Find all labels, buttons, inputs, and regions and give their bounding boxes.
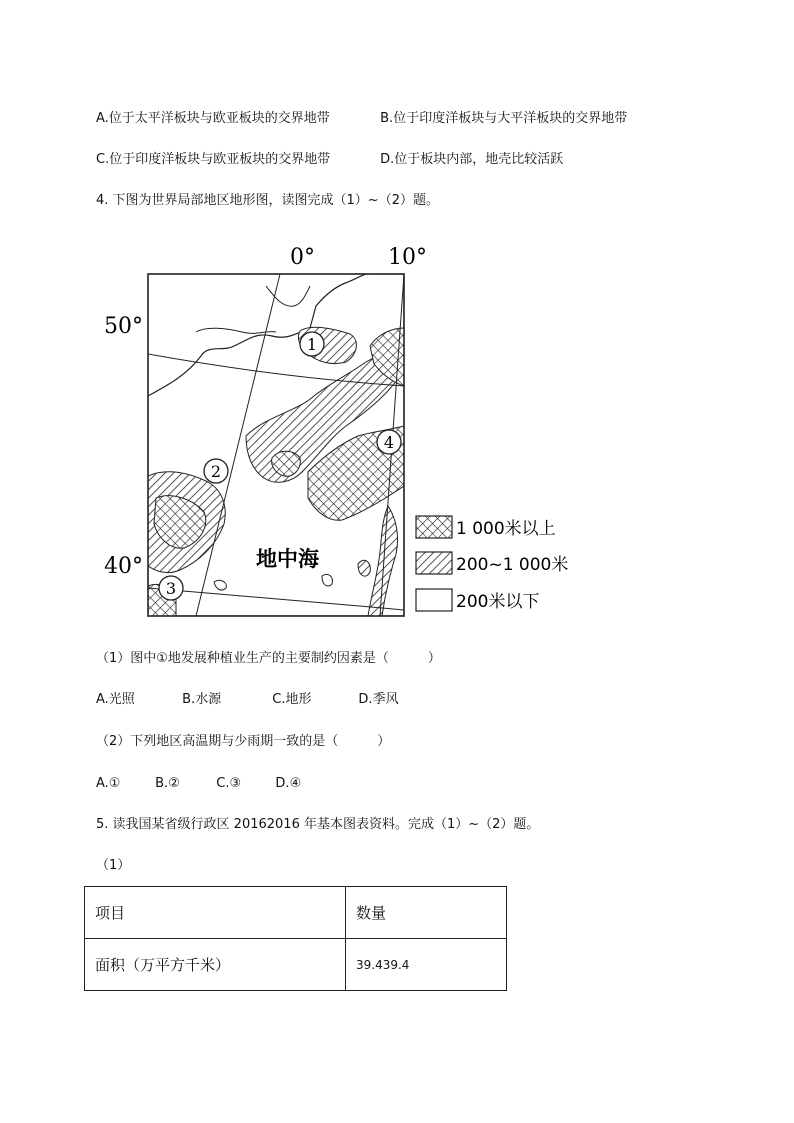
question-5-stem: 5. 读我国某省级行政区 20162016 年基本图表资料。完成（1）~（2）题。 bbox=[96, 817, 540, 832]
legend-label-mid: 200~1 000米 bbox=[456, 555, 569, 575]
q4-2-option-c[interactable]: C.③ bbox=[216, 776, 242, 791]
question-3-options-row-1 bbox=[96, 110, 627, 128]
q4-2-option-d[interactable]: D.④ bbox=[275, 776, 302, 791]
q4-2-option-b[interactable]: B.② bbox=[155, 776, 180, 791]
marker-1 bbox=[300, 332, 324, 356]
q4-1-option-c[interactable]: C.地形 bbox=[272, 692, 312, 707]
legend-swatch-high bbox=[416, 516, 452, 538]
legend-label-low: 200米以下 bbox=[456, 592, 540, 612]
q4-1-option-d[interactable]: D.季风 bbox=[358, 692, 399, 707]
svg-text:1: 1 bbox=[306, 335, 318, 354]
table-header-row bbox=[85, 887, 507, 939]
longitude-label-0: 0° bbox=[290, 245, 315, 270]
table-row bbox=[85, 939, 507, 991]
terrain-map bbox=[96, 236, 576, 626]
svg-text:4: 4 bbox=[383, 433, 395, 452]
question-4-2-stem: （2）下列地区高温期与少雨期一致的是（ ） bbox=[96, 734, 391, 749]
longitude-label-10: 10° bbox=[388, 245, 427, 270]
data-table bbox=[84, 886, 507, 991]
table-header-quantity: 数量 bbox=[346, 887, 507, 939]
question-4-stem: 4. 下图为世界局部地区地形图，读图完成（1）~（2）题。 bbox=[96, 193, 439, 208]
q4-1-option-b[interactable]: B.水源 bbox=[182, 692, 222, 707]
map-legend bbox=[416, 516, 568, 612]
legend-swatch-mid bbox=[416, 552, 452, 574]
legend-swatch-low bbox=[416, 589, 452, 611]
question-4-1-stem: （1）图中①地发展种植业生产的主要制约因素是（ ） bbox=[96, 651, 441, 666]
marker-3 bbox=[159, 576, 183, 600]
question-5-sub-label: （1） bbox=[96, 858, 131, 873]
legend-label-high: 1 000米以上 bbox=[456, 519, 556, 539]
option-a[interactable]: A.位于太平洋板块与欧亚板块的交界地带 bbox=[96, 111, 330, 126]
latitude-label-50: 50° bbox=[104, 314, 143, 339]
svg-text:2: 2 bbox=[210, 462, 222, 481]
question-4-2-options bbox=[96, 775, 301, 793]
table-header-item: 项目 bbox=[85, 887, 346, 939]
marker-4 bbox=[377, 430, 401, 454]
q4-1-option-a[interactable]: A.光照 bbox=[96, 692, 135, 707]
marker-2 bbox=[204, 459, 228, 483]
option-b[interactable]: B.位于印度洋板块与大平洋板块的交界地带 bbox=[380, 111, 628, 126]
table-cell-area-label: 面积（万平方千米） bbox=[85, 939, 346, 991]
latitude-label-40: 40° bbox=[104, 554, 143, 579]
option-d[interactable]: D.位于板块内部，地壳比较活跃 bbox=[380, 152, 564, 167]
q4-2-option-a[interactable]: A.① bbox=[96, 776, 121, 791]
table-cell-area-value: 39.439.4 bbox=[346, 939, 507, 991]
svg-text:3: 3 bbox=[165, 579, 177, 598]
question-3-options-row-2 bbox=[96, 151, 563, 169]
question-4-1-options bbox=[96, 691, 399, 709]
option-c[interactable]: C.位于印度洋板块与欧亚板块的交界地带 bbox=[96, 152, 331, 167]
mediterranean-sea-label: 地中海 bbox=[256, 547, 319, 571]
